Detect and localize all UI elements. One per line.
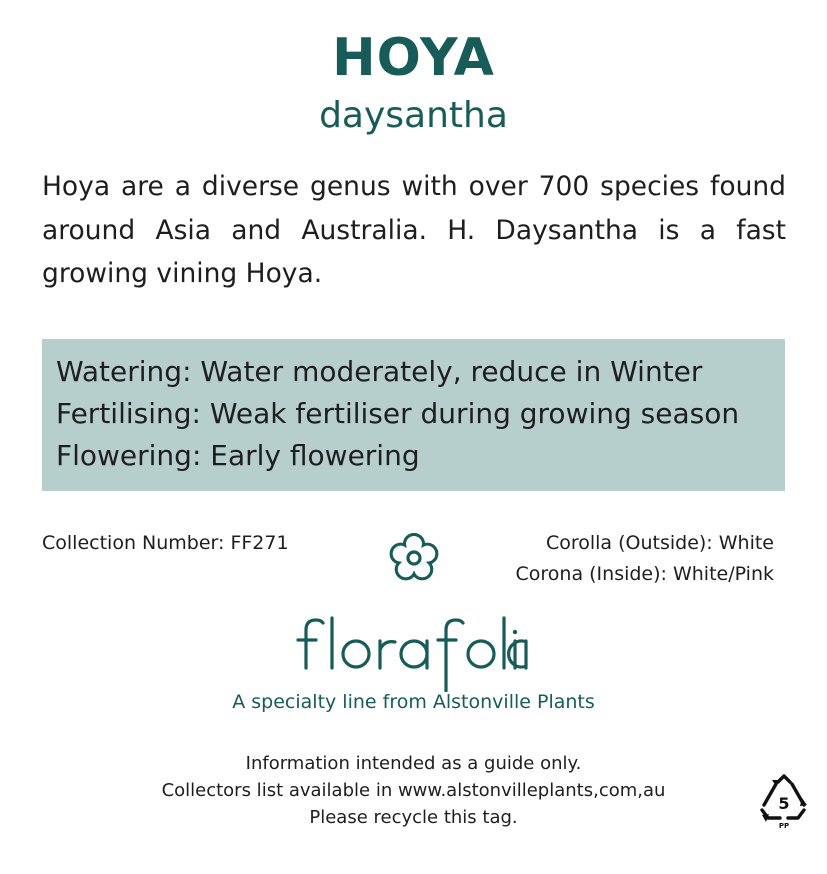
flowering-instruction: Flowering: Early flowering xyxy=(56,439,420,472)
fertilising-instruction: Fertilising: Weak fertiliser during growing season xyxy=(56,397,740,430)
plant-description: Hoya are a diverse genus with over 700 species found around Asia and Australia. H. Daysantha is a fast growing vining Hoya. xyxy=(42,171,786,289)
corolla-colour: Corolla (Outside): White xyxy=(545,532,774,554)
recycle-code: 5 xyxy=(778,794,790,813)
flower-icon xyxy=(384,528,444,588)
footer-notes xyxy=(0,750,827,831)
flower-colours xyxy=(516,528,775,590)
recycle-icon xyxy=(758,772,810,830)
guide-note: Information intended as a guide only. xyxy=(245,753,582,774)
care-instructions-box xyxy=(42,339,785,491)
species-subtitle: daysantha xyxy=(319,95,508,136)
collectors-list-note: Collectors list available in www.alstonvilleplants,com,au xyxy=(161,780,666,801)
genus-title: HOYA xyxy=(332,28,495,88)
brand-tagline: A specialty line from Alstonville Plants xyxy=(232,691,595,713)
collection-number: Collection Number: FF271 xyxy=(42,532,289,554)
watering-instruction: Watering: Water moderately, reduce in Winter xyxy=(56,355,703,388)
corona-colour: Corona (Inside): White/Pink xyxy=(515,563,774,585)
recycle-material: PP xyxy=(778,822,790,830)
recycle-note: Please recycle this tag. xyxy=(309,807,518,828)
florafolia-logo xyxy=(290,608,540,692)
